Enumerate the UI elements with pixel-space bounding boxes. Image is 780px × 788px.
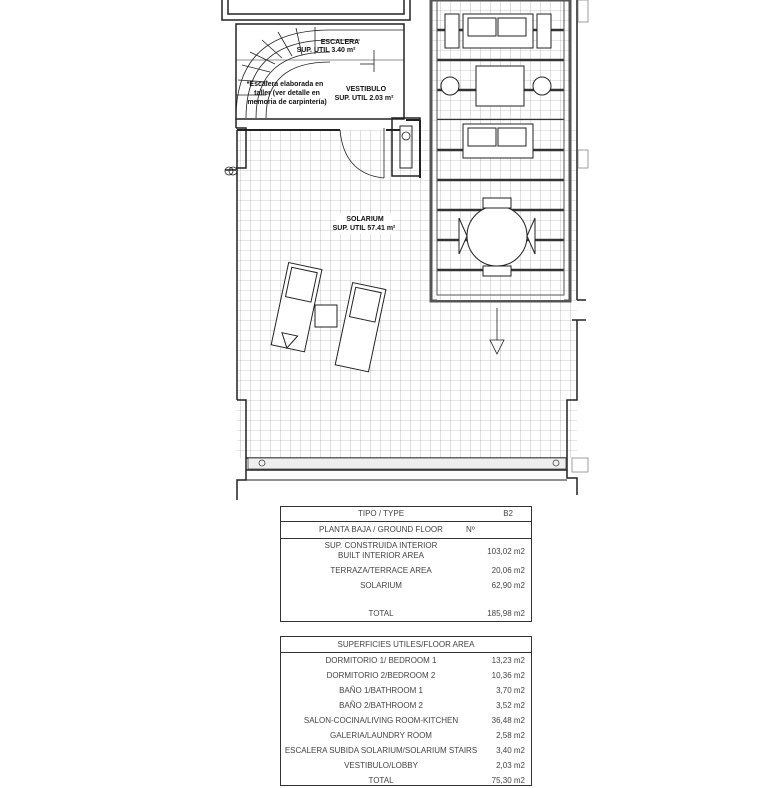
row-value: 3,52 m2 xyxy=(496,701,525,710)
table-row xyxy=(281,758,531,773)
stair-note-2: taller (ver detalle en xyxy=(254,90,320,97)
row-value: 10,36 m2 xyxy=(491,671,525,680)
row-value: 2,03 m2 xyxy=(496,761,525,770)
row-label: VESTIBULO/LOBBY xyxy=(344,761,418,770)
table-row xyxy=(281,653,531,668)
row-value: 2,58 m2 xyxy=(496,731,525,740)
type-value: B2 xyxy=(503,509,513,518)
table-row xyxy=(281,683,531,698)
row-label: GALERIA/LAUNDRY ROOM xyxy=(330,731,432,740)
balustrade xyxy=(248,458,566,469)
table-row-total xyxy=(281,773,531,788)
row-value: 36,48 m2 xyxy=(491,716,525,725)
built-interior-value: 103,02 m2 xyxy=(487,547,525,556)
type-area-table xyxy=(280,506,532,622)
terrace-value: 20,06 m2 xyxy=(491,566,525,575)
terrace-label: TERRAZA/TERRACE AREA xyxy=(330,566,432,575)
row-value: 13,23 m2 xyxy=(491,656,525,665)
built-interior-label: SUP. CONSTRUIDA INTERIOR xyxy=(324,541,438,550)
floor-total-label: TOTAL xyxy=(368,776,394,785)
solarium-label: SOLARIUM xyxy=(360,581,402,590)
number-label: Nº xyxy=(466,525,475,534)
floor-total-value: 75,30 m2 xyxy=(491,776,525,785)
table-row xyxy=(281,668,531,683)
row-value: 3,40 m2 xyxy=(496,746,525,755)
row-label: DORMITORIO 1/ BEDROOM 1 xyxy=(325,656,437,665)
downpipe-icon xyxy=(225,167,237,175)
total-label: TOTAL xyxy=(368,609,394,618)
row-label: DORMITORIO 2/BEDROOM 2 xyxy=(326,671,436,680)
table-row xyxy=(281,698,531,713)
solarium-value: 62,90 m2 xyxy=(491,581,525,590)
type-label: TIPO / TYPE xyxy=(357,509,405,518)
lobby-title: VESTIBULO xyxy=(345,86,387,93)
floor-label: PLANTA BAJA / GROUND FLOOR xyxy=(319,525,443,534)
floor-area-table xyxy=(280,636,532,786)
row-value: 3,70 m2 xyxy=(496,686,525,695)
table-row xyxy=(281,728,531,743)
floor-area-title: SUPERFICIES UTILES/FLOOR AREA xyxy=(337,640,475,649)
solarium-title: SOLARIUM xyxy=(346,216,384,223)
built-interior-label-en: BUILT INTERIOR AREA xyxy=(338,551,424,560)
stair-note-3: memoria de carpintería) xyxy=(247,99,327,106)
row-label: BAÑO 1/BATHROOM 1 xyxy=(339,686,423,695)
row-label: BAÑO 2/BATHROOM 2 xyxy=(339,701,423,710)
total-value: 185,98 m2 xyxy=(487,609,525,618)
stair-note-1: *Escalera elaborada en xyxy=(246,81,324,88)
row-label: ESCALERA SUBIDA SOLARIUM/SOLARIUM STAIRS xyxy=(284,746,478,755)
solarium-area: SUP. UTIL 57.41 m² xyxy=(332,225,396,232)
stair-title: ESCALERA xyxy=(320,39,360,46)
stair-area: SUP. UTIL 3.40 m² xyxy=(296,47,356,54)
lobby-area: SUP. UTIL 2.03 m² xyxy=(334,95,394,102)
table-row xyxy=(281,743,531,758)
table-row xyxy=(281,713,531,728)
row-label: SALON-COCINA/LIVING ROOM-KITCHEN xyxy=(303,716,459,725)
floor-area-rows xyxy=(281,653,531,788)
